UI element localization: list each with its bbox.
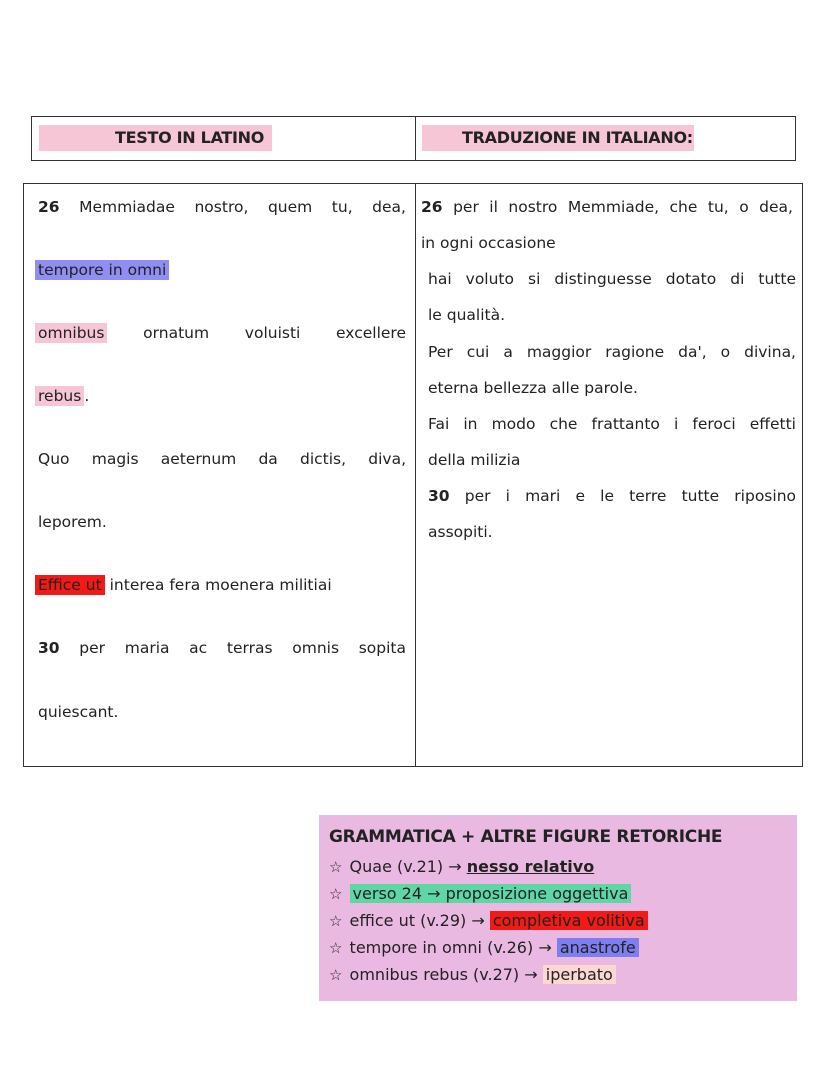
highlight-anastrofe: tempore in omni	[35, 260, 169, 280]
italian-text: per i mari e le terre tutte riposino	[464, 487, 796, 505]
italian-text: per il nostro Memmiade, che tu, o dea,	[453, 198, 793, 216]
grammar-item	[329, 963, 616, 987]
latin-line-4	[38, 383, 406, 409]
latin-column-title: TESTO IN LATINO	[39, 125, 272, 151]
latin-line-3	[38, 320, 406, 346]
verse-number: 26	[421, 198, 443, 216]
star-icon: ☆	[329, 912, 343, 930]
latin-text: interea fera moenera militiai	[109, 576, 332, 594]
italian-line-2	[421, 230, 789, 256]
header-divider	[415, 117, 416, 160]
latin-line-9	[38, 699, 406, 725]
grammar-item-label: anastrofe	[557, 938, 639, 957]
italian-line-4	[428, 302, 796, 328]
star-icon: ☆	[329, 858, 343, 876]
grammar-item	[329, 855, 594, 879]
text-table	[23, 183, 803, 767]
italian-line-9	[428, 483, 796, 509]
latin-line-7	[38, 572, 406, 598]
italian-line-10	[428, 519, 796, 545]
latin-text: quiescant.	[38, 703, 119, 721]
latin-text: Memmiadae nostro, quem tu, dea,	[79, 198, 406, 216]
grammar-item-text: tempore in omni (v.26) →	[349, 938, 552, 957]
grammar-item-label: iperbato	[543, 965, 616, 984]
latin-line-2	[38, 257, 406, 283]
italian-text: in ogni occasione	[421, 234, 556, 252]
italian-line-1	[421, 194, 793, 220]
italian-text: della milizia	[428, 451, 521, 469]
latin-line-1	[38, 194, 406, 220]
italian-text: assopiti.	[428, 523, 493, 541]
italian-text: Fai in modo che frattanto i feroci effetti	[428, 415, 796, 433]
verse-number: 30	[428, 487, 450, 505]
grammar-item	[329, 909, 648, 933]
italian-text: eterna bellezza alle parole.	[428, 379, 638, 397]
latin-text: per maria ac terras omnis sopita	[79, 639, 407, 657]
highlight-iperbato: rebus	[35, 386, 84, 406]
italian-line-6	[428, 375, 796, 401]
grammar-item-label: nesso relativo	[466, 857, 595, 876]
grammar-item-text: verso 24 → proposizione oggettiva	[350, 884, 632, 903]
star-icon: ☆	[329, 939, 343, 957]
latin-punct: .	[84, 387, 90, 405]
grammar-notes-box	[319, 815, 797, 1001]
italian-text: le qualità.	[428, 306, 506, 324]
italian-line-8	[428, 447, 796, 473]
italian-line-3	[428, 266, 796, 292]
italian-line-7	[428, 411, 796, 437]
star-icon: ☆	[329, 885, 343, 903]
italian-text: Per cui a maggior ragione da', o divina,	[428, 343, 796, 361]
header-table	[31, 116, 796, 161]
grammar-item-text: Quae (v.21) →	[349, 857, 462, 876]
italian-line-5	[428, 339, 796, 365]
latin-text: ornatum voluisti excellere	[143, 324, 406, 342]
verse-number: 30	[38, 639, 60, 657]
italian-column-title: TRADUZIONE IN ITALIANO:	[422, 125, 694, 151]
latin-text: leporem.	[38, 513, 107, 531]
grammar-item-text: omnibus rebus (v.27) →	[349, 965, 538, 984]
grammar-item-text: effice ut (v.29) →	[349, 911, 485, 930]
verse-number: 26	[38, 198, 60, 216]
grammar-item	[329, 882, 631, 906]
grammar-item-label: completiva volitiva	[490, 911, 648, 930]
grammar-item	[329, 936, 639, 960]
latin-line-6	[38, 509, 406, 535]
highlight-completiva: Effice ut	[35, 575, 105, 595]
highlight-iperbato: omnibus	[35, 323, 107, 343]
latin-line-5	[38, 446, 406, 472]
italian-text: hai voluto si distinguesse dotato di tutte	[428, 270, 796, 288]
star-icon: ☆	[329, 966, 343, 984]
latin-text: Quo magis aeternum da dictis, diva,	[38, 450, 406, 468]
grammar-title: GRAMMATICA + ALTRE FIGURE RETORICHE	[329, 827, 723, 847]
table-divider	[415, 184, 416, 766]
latin-line-8	[38, 635, 406, 661]
